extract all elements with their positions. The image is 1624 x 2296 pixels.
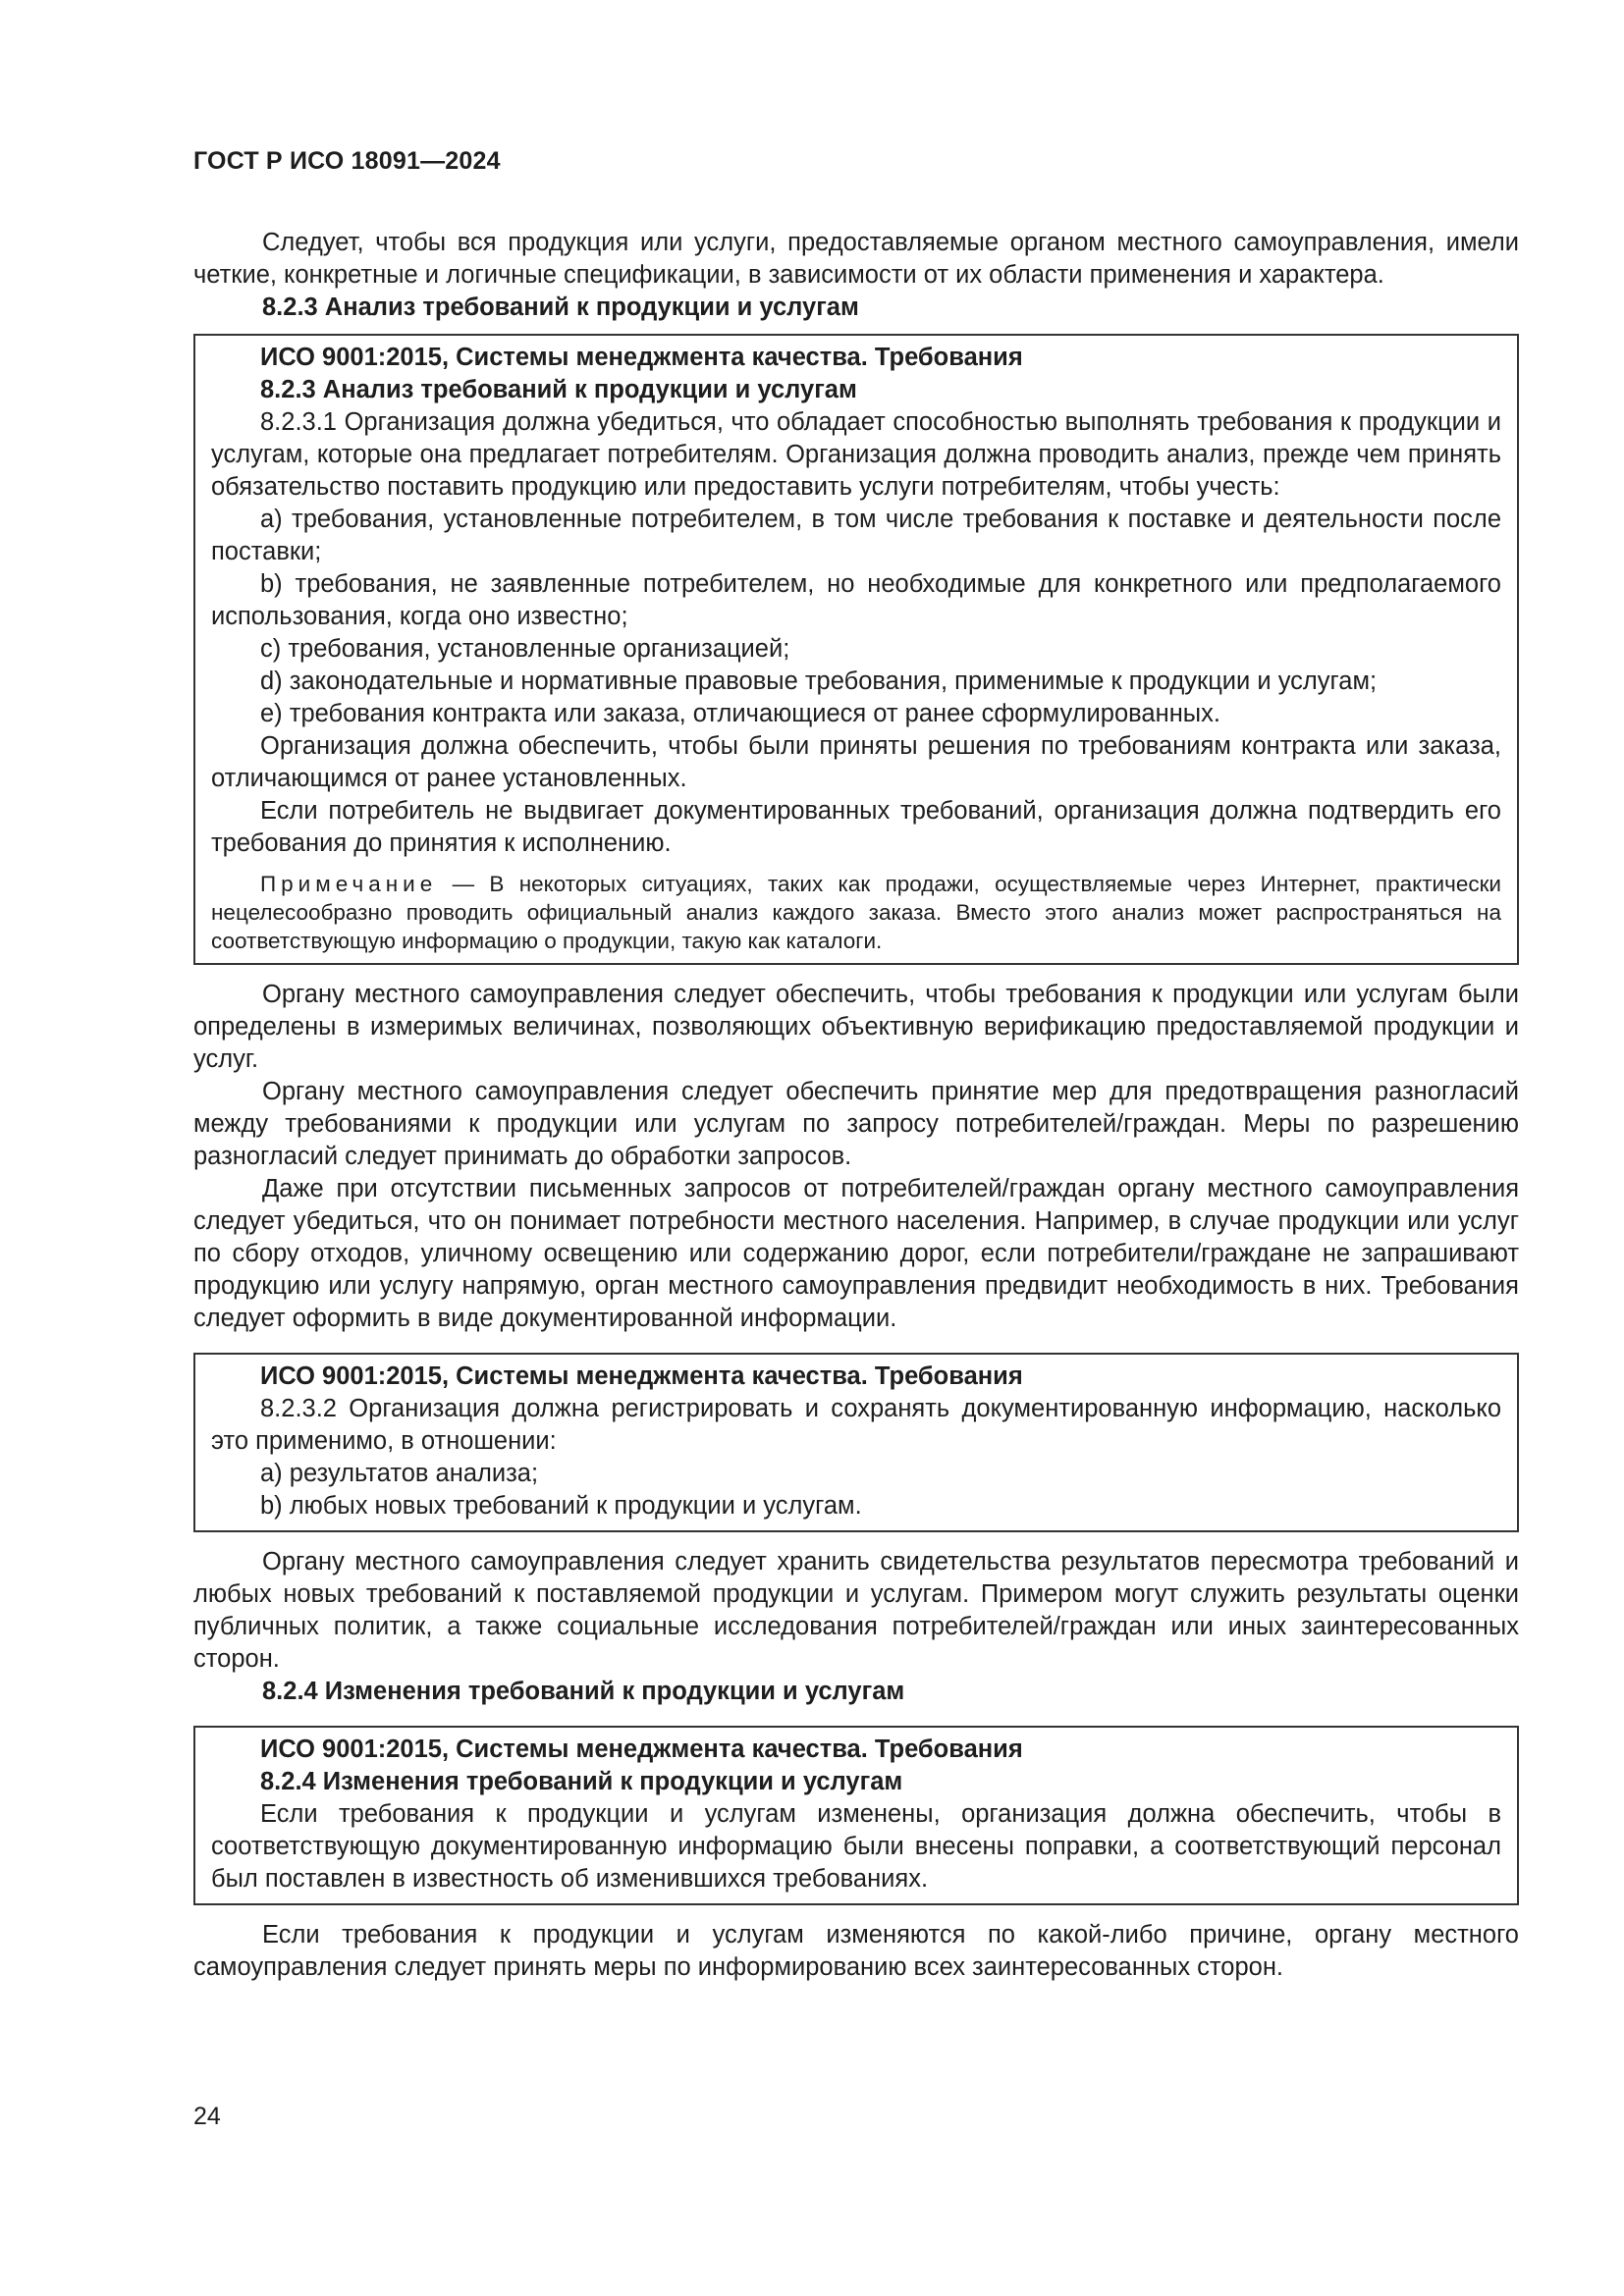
box-paragraph: Если требования к продукции и услугам изменены, организация должна обеспечить, чтобы в соответствующую документированную информацию были внесены поправки, а соответствующий персонал был поставлен в известность об изменившихся требованиях. xyxy=(211,1800,1501,1893)
box-paragraph: 8.2.3.2 Организация должна регистрировать и сохранять документированную информацию, насколько это применимо, в отношении: xyxy=(211,1395,1501,1455)
box-subtitle: 8.2.3 Анализ требований к продукции и услугам xyxy=(260,376,857,403)
box-title: ИСО 9001:2015, Системы менеджмента качества. Требования xyxy=(260,1735,1023,1763)
list-item: b) требования, не заявленные потребителем, но необходимые для конкретного или предполагаемого использования, когда оно известно; xyxy=(211,570,1501,630)
note-label: Примечание xyxy=(260,872,438,896)
body-paragraph: Органу местного самоуправления следует обеспечить принятие мер для предотвращения разногласий между требованиями к продукции или услугам по запросу потребителей/граждан. Меры по разрешению разногласий следует принимать до обработки запросов. xyxy=(193,1078,1519,1170)
note xyxy=(211,870,1501,955)
body-paragraph: Органу местного самоуправления следует хранить свидетельства результатов пересмотра требований и любых новых требований к поставляемой продукции и услугам. Примером могут служить результаты оценки публичных политик, а также социальные исследования потребителей/граждан или иных заинтересованных сторон. xyxy=(193,1548,1519,1673)
final-paragraph: Если требования к продукции и услугам изменяются по какой-либо причине, органу местного самоуправления следует принять меры по информированию всех заинтересованных сторон. xyxy=(193,1921,1519,1981)
box-paragraph: Если потребитель не выдвигает документированных требований, организация должна подтвердить его требования до принятия к исполнению. xyxy=(211,797,1501,857)
section-824-heading: 8.2.4 Изменения требований к продукции и услугам xyxy=(262,1678,905,1705)
list-item: a) результатов анализа; xyxy=(260,1460,539,1487)
body-paragraph: Даже при отсутствии письменных запросов от потребителей/граждан органу местного самоуправления следует убедиться, что он понимает потребности местного населения. Например, в случае продукции или услуг по сбору отходов, уличному освещению или содержанию дорог, если потребители/граждане не запрашивают продукцию или услугу напрямую, орган местного самоуправления предвидит необходимость в них. Требования следует оформить в виде документированной информации. xyxy=(193,1175,1519,1332)
document-page xyxy=(193,147,1519,1984)
list-item: e) требования контракта или заказа, отличающиеся от ранее сформулированных. xyxy=(260,700,1220,727)
box-title: ИСО 9001:2015, Системы менеджмента качества. Требования xyxy=(260,1362,1023,1390)
document-header: ГОСТ Р ИСО 18091—2024 xyxy=(193,147,501,175)
section-823-heading: 8.2.3 Анализ требований к продукции и услугам xyxy=(262,294,859,321)
list-item: d) законодательные и нормативные правовые требования, применимые к продукции и услугам; xyxy=(260,667,1378,695)
iso-quote-box-824 xyxy=(193,1726,1519,1905)
intro-paragraph: Следует, чтобы вся продукция или услуги, предоставляемые органом местного самоуправления, имели четкие, конкретные и логичные спецификации, в зависимости от их области применения и характера. xyxy=(193,229,1519,289)
note-text: — В некоторых ситуациях, таких как продажи, осуществляемые через Интернет, практически нецелесообразно проводить официальный анализ каждого заказа. Вместо этого анализ может распространяться на соответствующую информацию о продукции, такую как каталоги. xyxy=(211,872,1501,953)
iso-quote-box-8232 xyxy=(193,1353,1519,1532)
list-item: b) любых новых требований к продукции и услугам. xyxy=(260,1492,862,1520)
box-paragraph: Организация должна обеспечить, чтобы были приняты решения по требованиям контракта или заказа, отличающимся от ранее установленных. xyxy=(211,732,1501,792)
body-paragraph: Органу местного самоуправления следует обеспечить, чтобы требования к продукции или услугам были определены в измеримых величинах, позволяющих объективную верификацию предоставляемой продукции и услуг. xyxy=(193,981,1519,1073)
box-title: ИСО 9001:2015, Системы менеджмента качества. Требования xyxy=(260,344,1023,371)
list-item: a) требования, установленные потребителем, в том числе требования к поставке и деятельности после поставки; xyxy=(211,506,1501,565)
iso-quote-box-823 xyxy=(193,334,1519,965)
list-item: c) требования, установленные организацией; xyxy=(260,635,790,663)
page-number: 24 xyxy=(193,2103,221,2130)
box-subtitle: 8.2.4 Изменения требований к продукции и услугам xyxy=(260,1768,903,1795)
box-paragraph: 8.2.3.1 Организация должна убедиться, что обладает способностью выполнять требования к продукции и услугам, которые она предлагает потребителям. Организация должна проводить анализ, прежде чем принять обязательство поставить продукцию или предоставить услуги потребителям, чтобы учесть: xyxy=(211,408,1501,501)
